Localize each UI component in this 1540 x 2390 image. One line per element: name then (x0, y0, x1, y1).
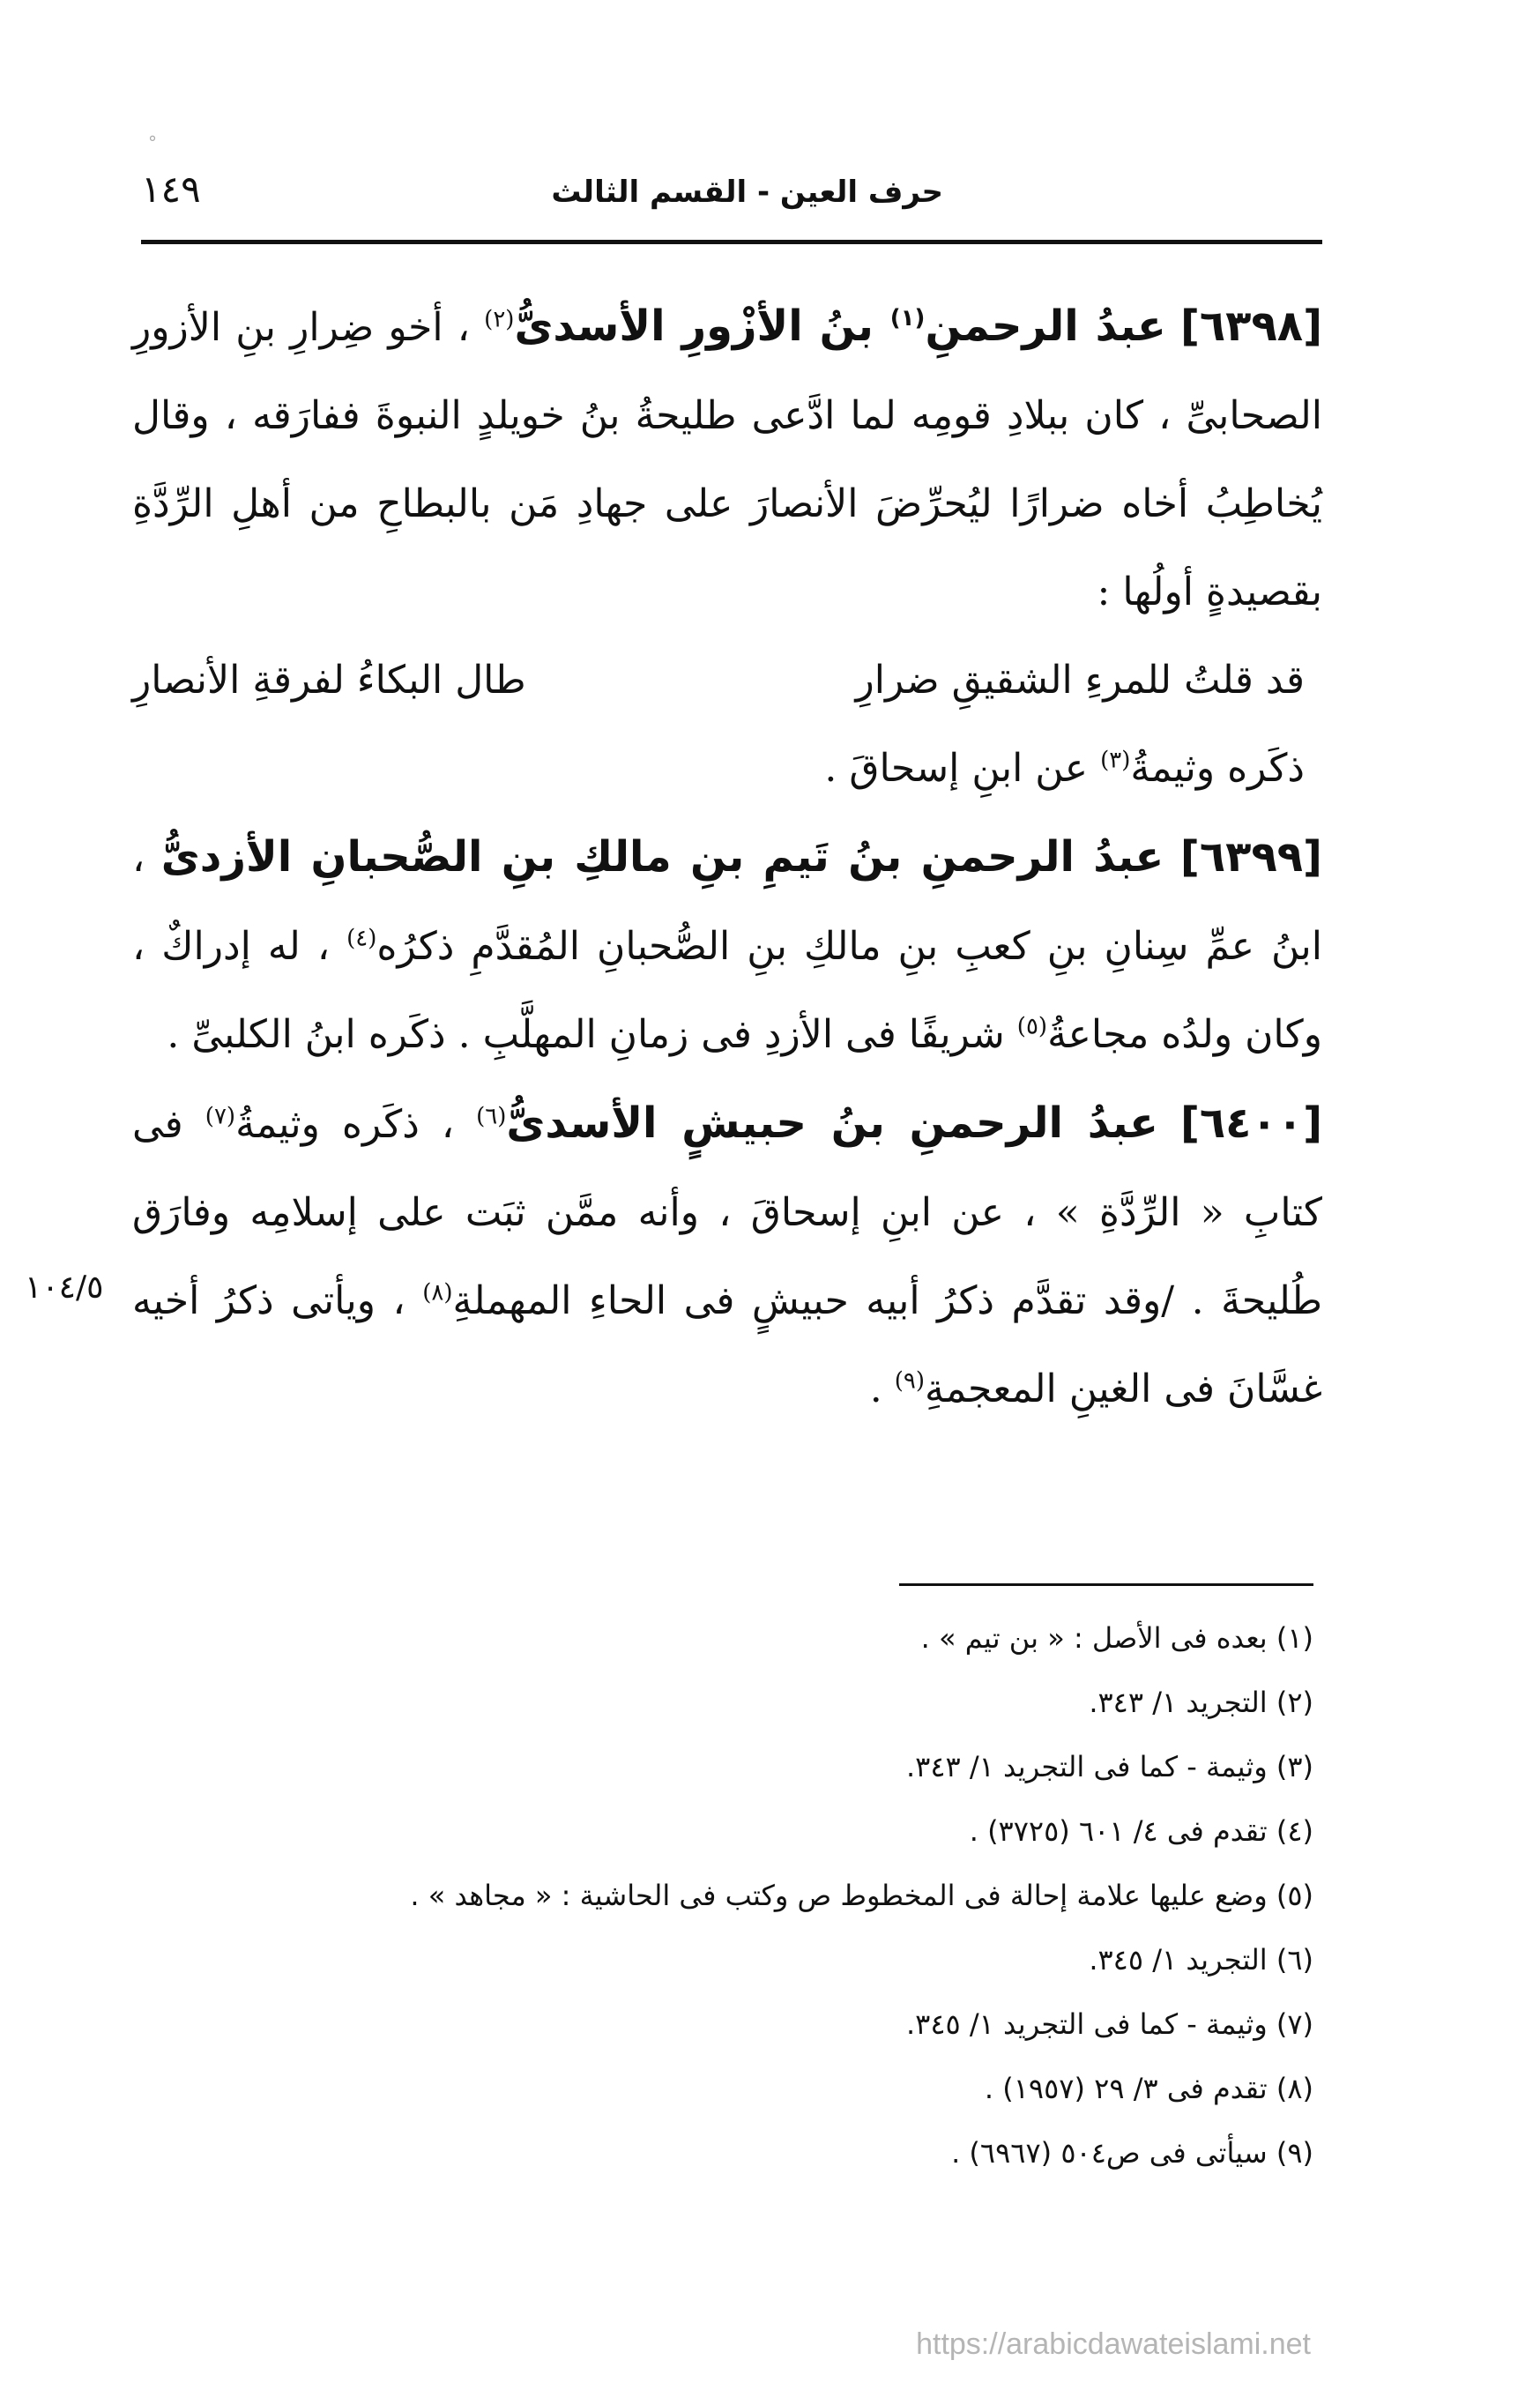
footnote: (٨) تقدم فى ٣/ ٢٩ (١٩٥٧) . (984, 2072, 1313, 2105)
footnote-ref: (٩) (894, 1367, 925, 1395)
footnote: (١) بعده فى الأصل : « بن تيم » . (920, 1621, 1313, 1655)
footnote-ref: (٦) (476, 1103, 507, 1130)
footnote-ref: (٧) (205, 1103, 236, 1130)
footnotes (264, 1606, 1313, 2185)
footnote-ref: (١) (889, 305, 926, 331)
footnote: (٣) وثيمة - كما فى التجريد ١/ ٣٤٣. (905, 1750, 1313, 1783)
main-text (132, 282, 1322, 1433)
entry-number: [٦٤٠٠] (1179, 1098, 1322, 1148)
entry-name: عبدُ الرحمنِ بنُ حبيشٍ الأسدىُّ (506, 1098, 1158, 1148)
scan-speck: ° (148, 132, 157, 153)
footnote-rule (899, 1583, 1313, 1586)
entry-text: ، له إدراكٌ ، وكان ولدُه مجاعةُ (132, 924, 1322, 1057)
footnote: (٩) سيأتى فى ص٥٠٤ (٦٩٦٧) . (951, 2136, 1313, 2170)
entry-text: عن ابنِ إسحاقَ . (824, 746, 1089, 791)
watermark-url: https://arabicdawateislami.net (916, 2327, 1311, 2361)
footnote: (٦) التجريد ١/ ٣٤٥. (1089, 1943, 1313, 1977)
footnote-ref: (٣) (1100, 747, 1131, 774)
footnote-ref: (٨) (422, 1279, 453, 1307)
page-number: ١٤٩ (141, 168, 201, 211)
footnote: (٤) تقدم فى ٤/ ٦٠١ (٣٧٢٥) . (969, 1814, 1313, 1848)
verse-second-hemistich: طال البكاءُ لفرقةِ الأنصارِ (132, 658, 526, 703)
entry-6399 (132, 813, 1322, 1079)
entry-6398-source (132, 725, 1322, 813)
footnote: (٧) وثيمة - كما فى التجريد ١/ ٣٤٥. (905, 2007, 1313, 2041)
running-head: حرف العين - القسم الثالث (551, 175, 943, 210)
entry-text: ، ذكَره وثيمةُ (235, 1102, 455, 1147)
footnote-ref: (٥) (1016, 1013, 1048, 1040)
footnote-ref: (٢) (484, 306, 515, 333)
entry-text: ، أخو ضِرارِ بنِ الأزورِ الصحابىِّ ، كان ببلادِ قومِه لما ادَّعى طليحةُ بنُ خويلدٍ النبوةَ ففارَقه ، وقال يُخاطِبُ أخاه ضرارًا ليُحرِّضَ الأنصارَ على جهادِ مَن بالبطاحِ من أهلِ الرِّدَّةِ بقصيدةٍ أولُها : (132, 305, 1322, 614)
footnote: (٢) التجريد ١/ ٣٤٣. (1089, 1686, 1313, 1719)
entry-name: عبدُ الرحمنِ بنُ تَيمِ بنِ مالكِ بنِ الصُّحبانِ الأزدىُّ (160, 832, 1164, 882)
entry-text: . (869, 1366, 882, 1411)
footnote-ref: (٤) (346, 925, 377, 952)
page-header (141, 168, 1322, 229)
entry-text: شريفًا فى الأزدِ فى زمانِ المهلَّبِ . ذكَره ابنُ الكلبىِّ . (167, 1012, 1005, 1057)
header-rule (141, 240, 1322, 244)
entry-text: فى كتابِ « الرِّدَّةِ » ، عن ابنِ إسحاقَ ، وأنه ممَّن ثبَت على إسلامِه وفارَق طُليحةَ . /وقد تقدَّم ذكرُ أبيه حبيشٍ فى الحاءِ المهملةِ (132, 1102, 1322, 1323)
entry-6400 (132, 1079, 1322, 1433)
footnote: (٥) وضع عليها علامة إحالة فى المخطوط ص وكتب فى الحاشية : « مجاهد » . (410, 1879, 1313, 1912)
entry-name: عبدُ الرحمنِ$^{(١)}$ بنُ الأزْورِ الأسدىُّ (514, 302, 1166, 351)
entry-number: [٦٣٩٨] (1179, 302, 1322, 351)
verse-first-hemistich: قد قلتُ للمرءِ الشقيقِ ضرارِ (855, 658, 1305, 703)
entry-text: ذكَره وثيمةُ (1130, 746, 1305, 791)
entry-text: ، ابنُ عمِّ سِنانِ بنِ كعبِ بنِ مالكِ بنِ الصُّحبانِ المُقدَّمِ ذكرُه (132, 836, 1322, 969)
poem-verse (132, 637, 1322, 725)
entry-number: [٦٣٩٩] (1179, 832, 1322, 882)
entry-text: ، ويأتى ذكرُ أخيه غسَّانَ فى الغينِ المعجمةِ (132, 1278, 1322, 1411)
entry-6398 (132, 282, 1322, 637)
margin-note: ١٠٤/٥ (25, 1269, 104, 1306)
